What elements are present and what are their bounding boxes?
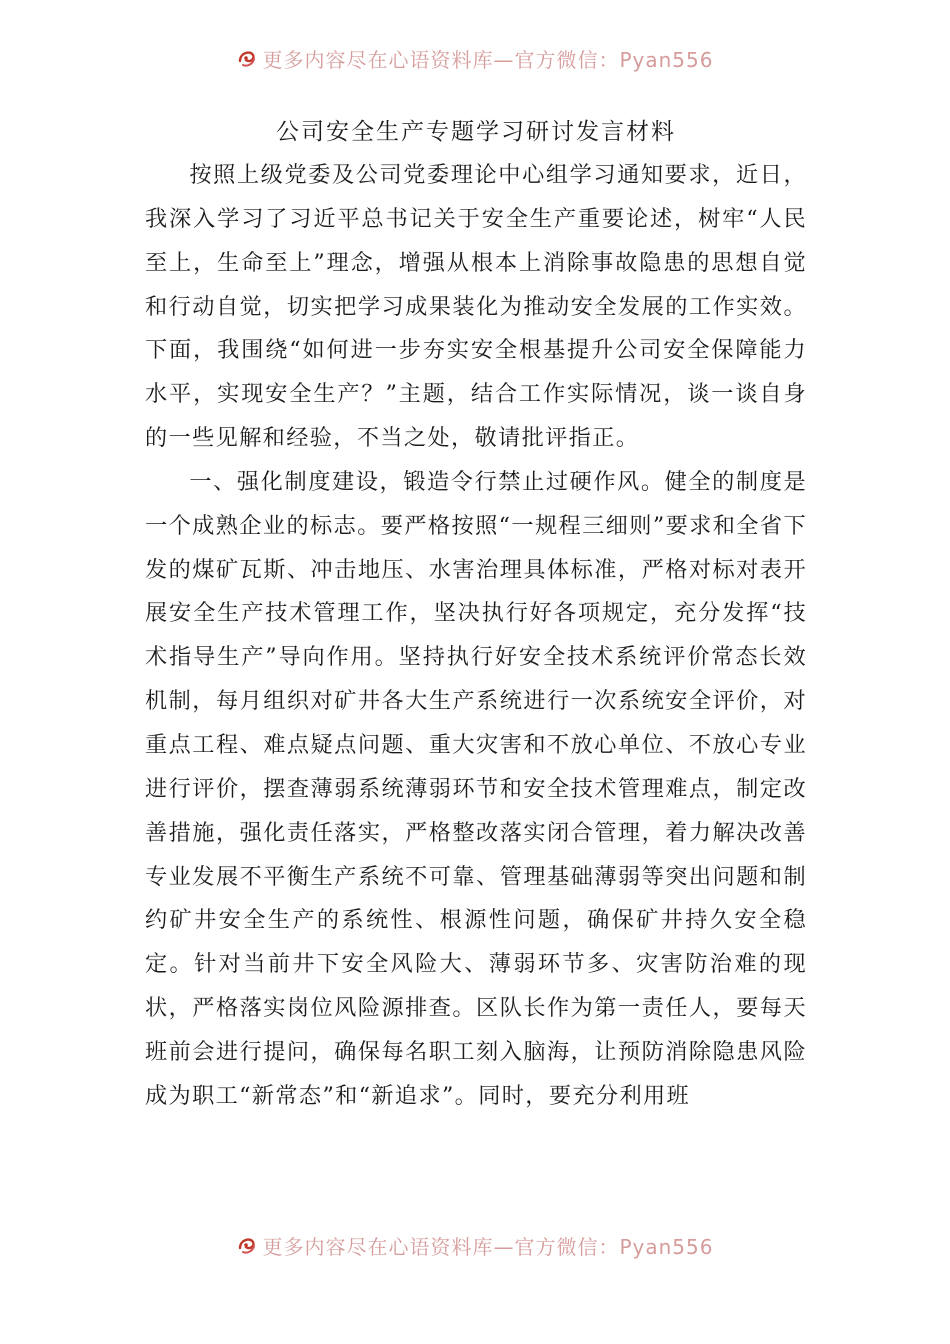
red-swirl-logo-icon <box>236 1234 258 1256</box>
document-body <box>145 154 807 1119</box>
paragraph-section-one: 一、强化制度建设，锻造令行禁止过硬作风。健全的制度是一个成熟企业的标志。要严格按照“一规程三细则”要求和全省下发的煤矿瓦斯、冲击地压、水害治理具体标准，严格对标对表开展安全生产技术管理工作，坚决执行好各项规定，充分发挥“技术指导生产”导向作用。坚持执行好安全技术系统评价常态长效机制，每月组织对矿井各大生产系统进行一次系统安全评价，对重点工程、难点疑点问题、重大灾害和不放心单位、不放心专业进行评价，摆查薄弱系统薄弱环节和安全技术管理难点，制定改善措施，强化责任落实，严格整改落实闭合管理，着力解决改善专业发展不平衡生产系统不可靠、管理基础薄弱等突出问题和制约矿井安全生产的系统性、根源性问题，确保矿井持久安全稳定。针对当前井下安全风险大、薄弱环节多、灾害防治难的现状，严格落实岗位风险源排查。区队长作为第一责任人，要每天班前会进行提问，确保每名职工刻入脑海，让预防消除隐患风险成为职工“新常态”和“新追求”。同时，要充分利用班 <box>145 468 807 1109</box>
red-swirl-logo-icon <box>236 47 258 69</box>
watermark-banner-top <box>0 41 950 75</box>
watermark-text: 更多内容尽在心语资料库—官方微信：Pyan556 <box>262 47 714 72</box>
watermark-banner-bottom <box>0 1228 950 1262</box>
document-title: 公司安全生产专题学习研讨发言材料 <box>276 119 676 145</box>
paragraph-intro: 按照上级党委及公司党委理论中心组学习通知要求，近日，我深入学习了习近平总书记关于安全生产重要论述，树牢“人民至上，生命至上”理念，增强从根本上消除事故隐患的思想自觉和行动自觉，切实把学习成果装化为推动安全发展的工作实效。下面，我围绕“如何进一步夯实安全根基提升公司安全保障能力水平，实现安全生产？”主题，结合工作实际情况，谈一谈自身的一些见解和经验，不当之处，敬请批评指正。 <box>145 162 807 452</box>
watermark-text: 更多内容尽在心语资料库—官方微信：Pyan556 <box>262 1234 714 1259</box>
